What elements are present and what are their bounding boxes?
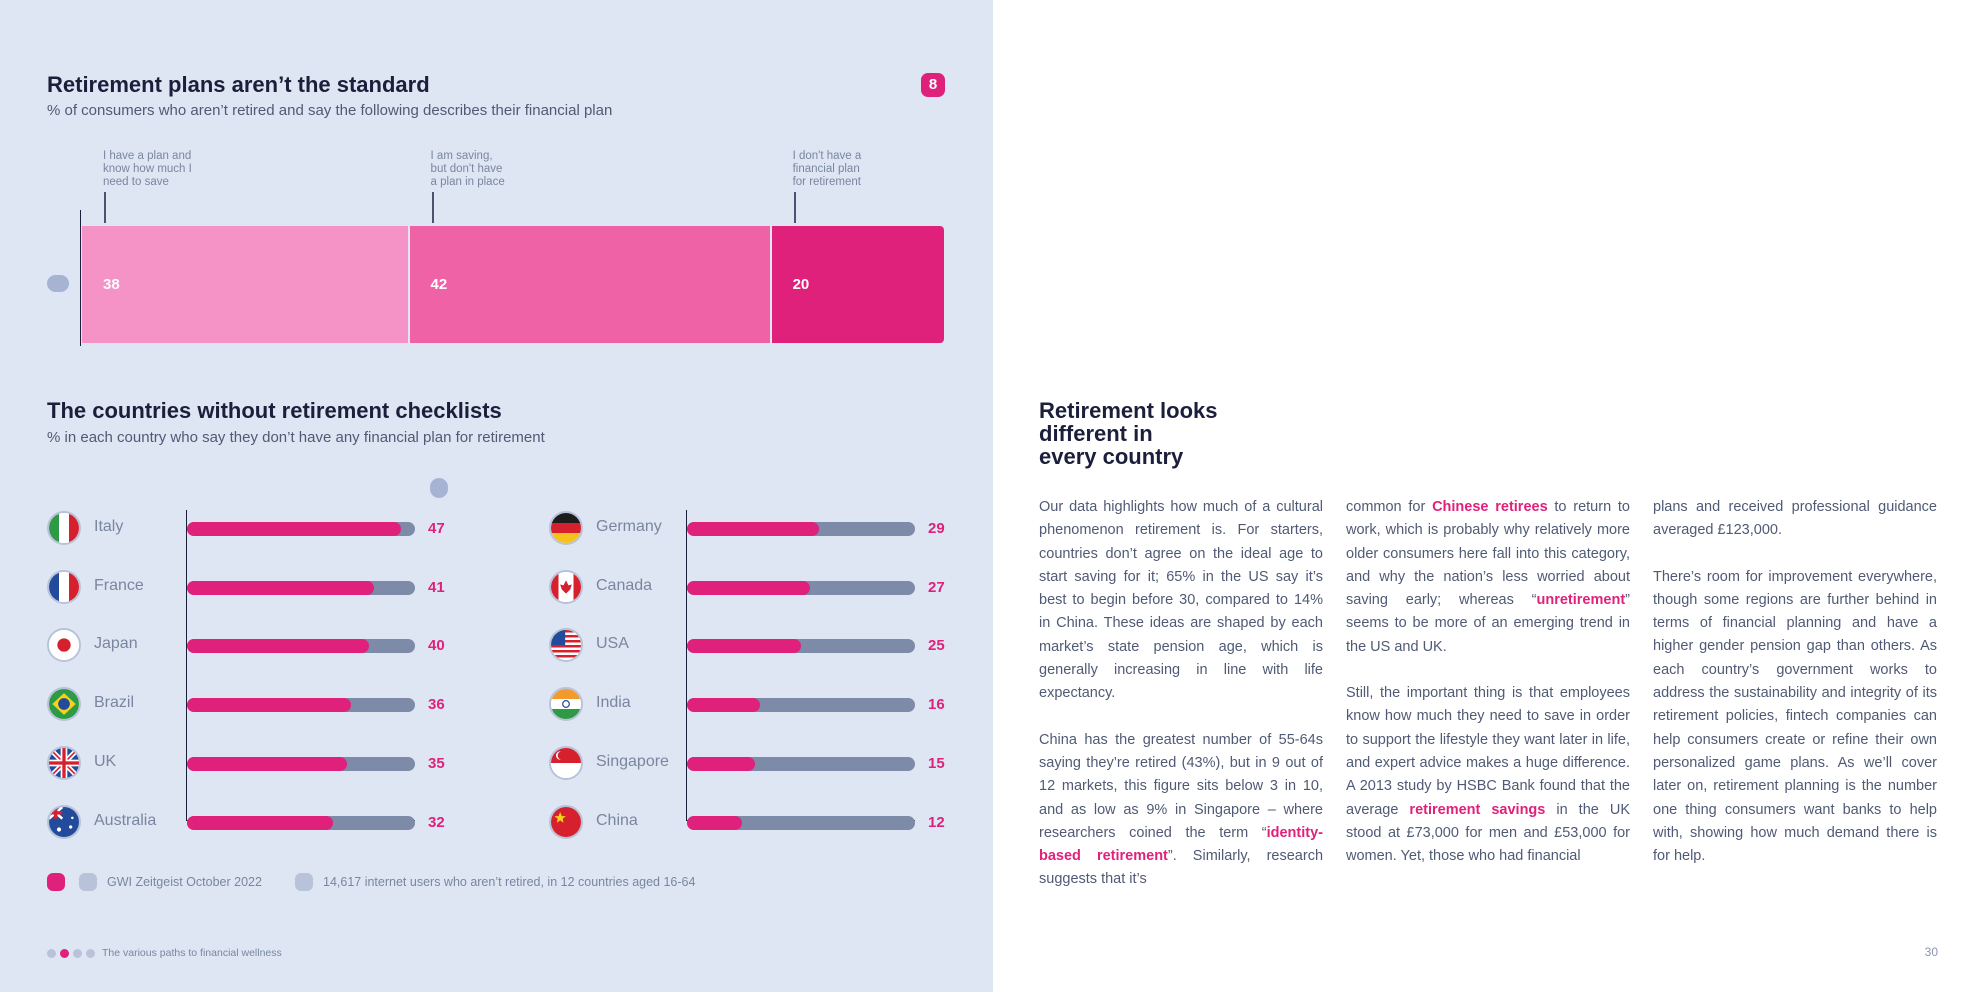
- country-label: Italy: [94, 518, 124, 535]
- flag-icon-singapore: [549, 746, 583, 780]
- source-note: GWI Zeitgeist October 2022: [107, 875, 262, 889]
- series-callout: I don't have a financial plan for retirement: [792, 150, 862, 188]
- chart1-subtitle: % of consumers who aren’t retired and say the following describes their financial plan: [47, 102, 613, 119]
- callout-tick: [794, 192, 796, 223]
- article-column-3: [1653, 496, 1937, 891]
- bar-fill: [687, 581, 810, 595]
- bar-track: [187, 522, 415, 536]
- bar-value-label: 41: [428, 578, 445, 596]
- flag-icon-australia: [47, 805, 81, 839]
- speech-bubble-icon: [430, 478, 448, 498]
- flag-icon-france: [47, 570, 81, 604]
- highlight-term: Chinese retirees: [1432, 499, 1548, 515]
- bar-value-label: 35: [428, 754, 445, 772]
- country-label: Japan: [94, 635, 138, 653]
- bar-track: [187, 639, 415, 653]
- country-label: India: [596, 694, 631, 712]
- chart2-axis-right: [686, 510, 687, 821]
- bar-value-label: 20: [792, 276, 810, 293]
- bar-value-label: 16: [928, 696, 945, 714]
- bar-value-label: 38: [103, 276, 120, 293]
- chart2-title: The countries without retirement checklists: [47, 398, 502, 423]
- bar-fill: [187, 698, 351, 712]
- paragraph: plans and received professional guidance averaged £123,000.: [1653, 499, 1937, 539]
- article-column-2: [1346, 496, 1630, 891]
- bar-track: [687, 639, 915, 653]
- chart2-subtitle: % in each country who say they don’t have any financial plan for retirement: [47, 429, 545, 446]
- callout-tick: [432, 192, 434, 223]
- bar-segment: [772, 226, 944, 343]
- people-icon: [295, 873, 313, 891]
- bar-fill: [187, 757, 347, 771]
- bar-value-label: 32: [428, 813, 445, 831]
- flag-icon-uk: [47, 746, 81, 780]
- bar-fill: [687, 757, 755, 771]
- bar-fill: [187, 522, 401, 536]
- speech-bubble-icon: [47, 275, 69, 292]
- flag-icon-canada: [549, 570, 583, 604]
- sample-note: 14,617 internet users who aren’t retired, in 12 countries aged 16-64: [323, 875, 696, 889]
- country-label: Canada: [596, 576, 653, 594]
- bar-segment: [82, 226, 408, 343]
- heading-line: different in: [1039, 421, 1153, 446]
- bar-fill: [187, 639, 369, 653]
- section-label: The various paths to financial wellness: [102, 947, 282, 959]
- bar-track: [187, 581, 415, 595]
- flag-icon-germany: [549, 511, 583, 545]
- bar-value-label: 42: [430, 276, 448, 293]
- flag-icon-india: [549, 687, 583, 721]
- paragraph: China has the greatest number of 55-64s saying they’re retired (43%), but in 9 out of 12 markets, this figure sits below 3 in 10, and as low as 9% in Singapore – where researchers coined the term “identity-based retirement”. Similarly, research suggests that it’s: [1039, 731, 1324, 888]
- country-label: UK: [94, 752, 117, 770]
- bar-track: [687, 698, 915, 712]
- country-label: Australia: [94, 811, 157, 829]
- bar-fill: [687, 816, 742, 830]
- bar-track: [187, 698, 415, 712]
- bar-value-label: 47: [428, 520, 445, 537]
- bar-fill: [187, 816, 333, 830]
- bar-value-label: 12: [928, 813, 945, 831]
- paragraph: common for Chinese retirees to return to work, which is probably why relatively more older consumers here fall into this category, and why the nation’s less worried about saving early; whereas “unretirement” seems to be more of an emerging trend in the US and UK.: [1346, 499, 1630, 655]
- heading-line: every country: [1039, 444, 1184, 469]
- bar-track: [187, 757, 415, 771]
- info-icon: [79, 873, 97, 891]
- highlight-term: retirement savings: [1409, 801, 1546, 818]
- paragraph: Still, the important thing is that employees know how much they need to save in order to support the lifestyle they want later in life, and expert advice makes a huge difference. A 2013 study by HSBC Bank found that the average retirement savings in the UK stood at £73,000 for men and £53,000 for women. Yet, those who had financial: [1346, 685, 1630, 865]
- bar-track: [187, 816, 415, 830]
- bar-fill: [687, 698, 760, 712]
- country-label: Singapore: [596, 752, 669, 770]
- bar-value-label: 27: [928, 578, 945, 596]
- page-dot: [73, 949, 82, 958]
- bar-track: [687, 522, 915, 536]
- chart2-axis-left: [186, 510, 187, 821]
- bar-value-label: 15: [928, 754, 945, 772]
- flag-icon-italy: [47, 511, 81, 545]
- bar-track: [687, 816, 915, 830]
- flag-icon-china: [549, 805, 583, 839]
- callout-tick: [104, 192, 106, 223]
- page-number: 30: [1924, 945, 1938, 959]
- bar-value-label: 25: [928, 637, 945, 655]
- bar-value-label: 29: [928, 520, 945, 537]
- flag-icon-brazil: [47, 687, 81, 721]
- bar-segment: [410, 226, 770, 343]
- heading-line: Retirement looks: [1039, 398, 1218, 423]
- article-heading: [1039, 399, 1218, 468]
- series-callout: I am saving, but don't have a plan in place: [430, 150, 505, 188]
- paragraph: There’s room for improvement everywhere, though some regions are further behind in terms of financial planning and have a higher gender pension gap than others. As each country’s government works to address the sustainability and integrity of its retirement policies, fintech companies can help consumers create or refine their own personalized game plans. As we’ll cover later on, retirement planning is the number one thing consumers want banks to help with, showing how much demand there is for help.: [1653, 568, 1937, 865]
- series-callout: I have a plan and know how much I need to save: [103, 150, 192, 188]
- page-dot: [47, 949, 56, 958]
- highlight-term: identity-based retirement: [1039, 824, 1323, 865]
- bar-value-label: 36: [428, 696, 445, 714]
- bar-track: [687, 757, 915, 771]
- page-dot-active: [60, 949, 69, 958]
- bar-fill: [187, 581, 374, 595]
- country-label: China: [596, 811, 638, 829]
- bar-value-label: 40: [428, 637, 445, 655]
- paragraph: Our data highlights how much of a cultural phenomenon retirement is. For starters, countries don’t agree on the ideal age to start saving for it; 65% in the US say it’s best to begin before 30, compared to 14% in China. These ideas are shaped by each market’s state pension age, which is generally increasing in line with life expectancy.: [1039, 499, 1323, 702]
- country-label: Germany: [596, 518, 662, 535]
- country-label: France: [94, 576, 144, 594]
- country-label: Brazil: [94, 694, 135, 712]
- bar-fill: [687, 639, 801, 653]
- bar-track: [687, 581, 915, 595]
- article-column-1: [1039, 496, 1323, 915]
- bar-fill: [687, 522, 819, 536]
- chart1-title: Retirement plans aren’t the standard: [47, 72, 430, 97]
- highlight-term: unretirement: [1536, 592, 1626, 609]
- chart1-axis: [80, 210, 81, 346]
- page-dot: [86, 949, 95, 958]
- gwi-logo-icon: [47, 873, 65, 891]
- chart-number-badge: 8: [921, 73, 945, 97]
- country-label: USA: [596, 635, 629, 653]
